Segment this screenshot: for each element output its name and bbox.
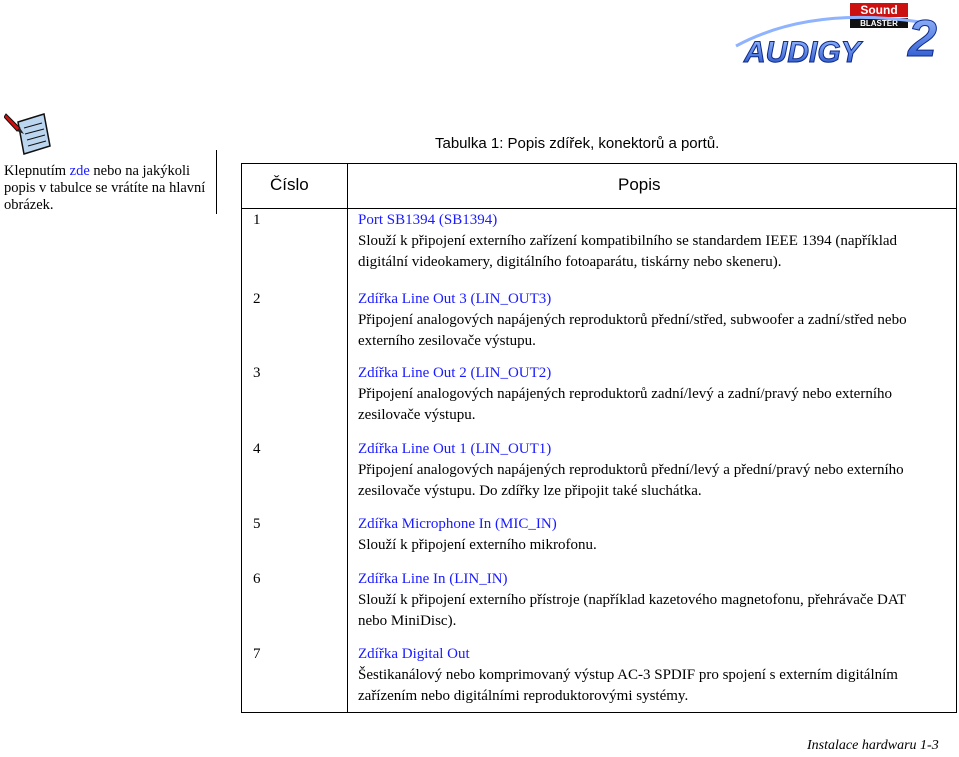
column-divider	[347, 164, 348, 712]
row-number: 7	[253, 646, 261, 662]
row-title[interactable]: Zdířka Line Out 2 (LIN_OUT2)	[358, 365, 552, 381]
back-link[interactable]: zde	[69, 163, 90, 179]
margin-note-text-after: nebo na jakýkoli popis v tabulce se vrátíte na hlavní obrázek.	[4, 163, 206, 213]
row-number: 3	[253, 365, 261, 381]
row-title[interactable]: Zdířka Line Out 3 (LIN_OUT3)	[358, 291, 552, 307]
row-number: 5	[253, 516, 261, 532]
header-number: Číslo	[270, 175, 309, 194]
margin-note-text-before: Klepnutím	[4, 163, 70, 179]
row-body: Připojení analogových napájených reproduktorů zadní/levý a zadní/pravý nebo externího zesilovače výstupu.	[358, 386, 892, 423]
row-body: Slouží k připojení externího mikrofonu.	[358, 537, 597, 553]
row-number: 6	[253, 571, 261, 587]
row-body: Připojení analogových napájených reproduktorů přední/levý a přední/pravý nebo externího zesilovače výstupu. Do zdířky lze připojit také sluchátka.	[358, 462, 904, 499]
row-title[interactable]: Zdířka Digital Out	[358, 646, 470, 662]
row-body: Slouží k připojení externího přístroje (například kazetového magnetofonu, přehrávače DAT nebo MiniDisc).	[358, 592, 906, 629]
connector-table	[241, 163, 957, 713]
audigy2-logo	[730, 2, 955, 70]
table-caption: Tabulka 1: Popis zdířek, konektorů a portů.	[435, 135, 720, 152]
logo-product: AUDIGY	[744, 36, 861, 69]
row-title[interactable]: Zdířka Line In (LIN_IN)	[358, 571, 508, 587]
margin-note	[4, 163, 216, 214]
row-body: Šestikanálový nebo komprimovaný výstup AC-3 SPDIF pro spojení s externím digitálním zařízením nebo digitálními reproduktorovými systémy.	[358, 667, 898, 704]
row-title[interactable]: Port SB1394 (SB1394)	[358, 212, 498, 228]
header-divider	[242, 208, 956, 209]
logo-brand-top: Sound	[860, 3, 898, 17]
row-number: 1	[253, 212, 261, 228]
logo-version: 2	[908, 10, 937, 68]
row-number: 2	[253, 291, 261, 307]
header-description: Popis	[618, 175, 661, 194]
logo-brand-sub: BLASTER	[860, 19, 898, 28]
row-title[interactable]: Zdířka Microphone In (MIC_IN)	[358, 516, 557, 532]
row-body: Slouží k připojení externího zařízení kompatibilního se standardem IEEE 1394 (například digitální videokamery, digitálního fotoaparátu, tiskárny nebo skeneru).	[358, 233, 898, 270]
margin-divider	[216, 150, 217, 214]
row-number: 4	[253, 441, 261, 457]
row-title[interactable]: Zdířka Line Out 1 (LIN_OUT1)	[358, 441, 552, 457]
page-footer: Instalace hardwaru 1-3	[807, 738, 939, 753]
note-icon	[4, 108, 54, 158]
row-body: Připojení analogových napájených reproduktorů přední/střed, subwoofer a zadní/střed nebo externího zesilovače výstupu.	[358, 312, 907, 349]
